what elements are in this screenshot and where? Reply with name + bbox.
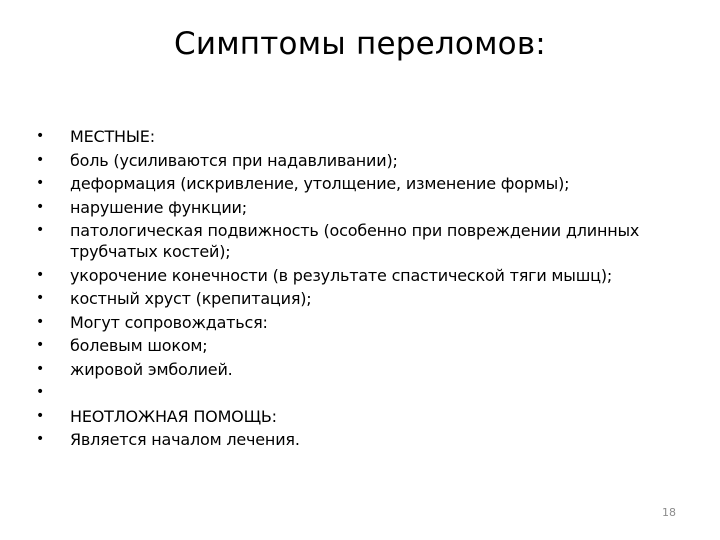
- bullet-icon: •: [36, 290, 45, 306]
- bullet-icon: •: [36, 128, 45, 144]
- list-item-text: жировой эмболией.: [70, 359, 233, 379]
- list-item-text: нарушение функции;: [70, 197, 247, 217]
- list-item-text: болевым шоком;: [70, 336, 208, 355]
- bullet-icon: •: [36, 313, 45, 330]
- list-item-text: деформация (искривление, утолщение, изменение формы);: [70, 174, 570, 193]
- list-item: [36, 150, 676, 171]
- bullet-icon: •: [36, 175, 45, 191]
- list-item-text: патологическая подвижность (особенно при повреждении длинных трубчатых костей);: [70, 221, 640, 261]
- list-item: [36, 126, 676, 147]
- list-item: [36, 406, 676, 427]
- bullet-icon: •: [36, 198, 45, 215]
- bullet-icon: •: [36, 360, 45, 377]
- list-item: [36, 220, 676, 262]
- slide-title: Симптомы переломов:: [174, 26, 546, 62]
- list-item-text: укорочение конечности (в результате спастической тяги мышц);: [70, 265, 613, 285]
- bullet-list: [36, 126, 676, 453]
- list-item: [36, 335, 676, 356]
- page-number: 18: [662, 506, 676, 519]
- list-item-text: боль (усиливаются при надавливании);: [70, 150, 398, 170]
- list-item: [36, 312, 676, 333]
- list-item-text: НЕОТЛОЖНАЯ ПОМОЩЬ:: [70, 406, 277, 426]
- bullet-icon: •: [36, 384, 45, 400]
- bullet-icon: •: [36, 222, 45, 238]
- list-item: [36, 197, 676, 218]
- bullet-icon: •: [36, 337, 45, 353]
- list-item-text: Является началом лечения.: [70, 430, 300, 449]
- bullet-icon: •: [36, 266, 45, 283]
- list-item: [36, 359, 676, 380]
- bullet-icon: •: [36, 431, 45, 447]
- list-item-text: костный хруст (крепитация);: [70, 289, 312, 308]
- bullet-icon: •: [36, 151, 45, 168]
- list-item-text: Могут сопровождаться:: [70, 312, 268, 332]
- list-item: [36, 429, 676, 450]
- list-item: [36, 382, 676, 403]
- list-item: [36, 173, 676, 194]
- list-item: [36, 288, 676, 309]
- list-item: [36, 265, 676, 286]
- list-item-text: МЕСТНЫЕ:: [70, 127, 155, 146]
- bullet-icon: •: [36, 407, 45, 424]
